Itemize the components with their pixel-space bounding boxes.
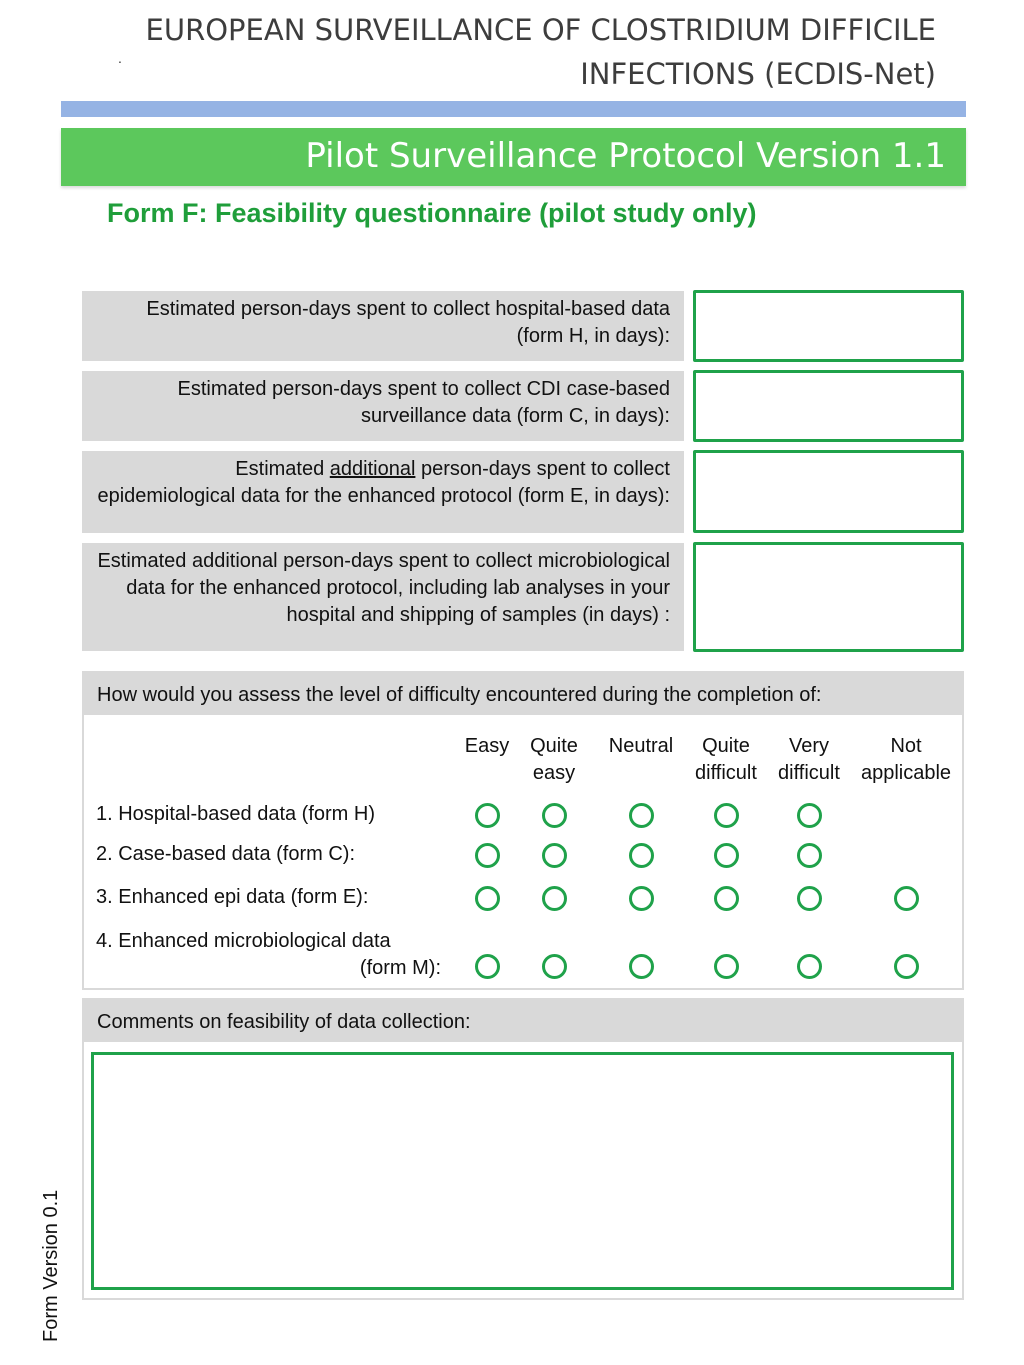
document-title-line2: INFECTIONS (ECDIS-Net) xyxy=(580,57,936,91)
comments-label: Comments on feasibility of data collection: xyxy=(84,1000,962,1042)
header-dot: . xyxy=(118,50,122,66)
difficulty-radio-row2-col3[interactable] xyxy=(629,843,654,868)
difficulty-radio-row4-col6[interactable] xyxy=(894,954,919,979)
estimate-input-form-m[interactable] xyxy=(693,542,964,652)
difficulty-radio-row3-col6[interactable] xyxy=(894,886,919,911)
estimate-input-form-e[interactable] xyxy=(693,450,964,533)
difficulty-radio-row1-col4[interactable] xyxy=(714,803,739,828)
column-header-line1: Neutral xyxy=(608,735,674,757)
difficulty-row-label-4 xyxy=(96,928,441,982)
document-title-line1: EUROPEAN SURVEILLANCE OF CLOSTRIDIUM DIFFICILE xyxy=(145,13,936,47)
difficulty-radio-row2-col5[interactable] xyxy=(797,843,822,868)
difficulty-radio-row1-col3[interactable] xyxy=(629,803,654,828)
estimate-label-form-m: Estimated additional person-days spent to collect microbiological data for the enhanced protocol, including lab analyses in your hospital and shipping of samples (in days) : xyxy=(82,543,684,651)
difficulty-radio-row1-col1[interactable] xyxy=(475,803,500,828)
difficulty-radio-row3-col4[interactable] xyxy=(714,886,739,911)
difficulty-row-label-3: 3. Enhanced epi data (form E): xyxy=(96,886,369,908)
comments-textarea[interactable] xyxy=(91,1052,954,1290)
difficulty-radio-row1-col2[interactable] xyxy=(542,803,567,828)
column-header-2 xyxy=(596,733,686,760)
estimate-label-form-e-underlined: additional xyxy=(329,458,416,480)
column-header-line2: applicable xyxy=(860,762,952,784)
column-header-4 xyxy=(764,733,854,787)
estimate-label-form-e-post: person-days spent to collect epidemiological data for the enhanced protocol (form E, in days): xyxy=(97,458,670,507)
difficulty-radio-row4-col3[interactable] xyxy=(629,954,654,979)
column-header-line2: difficult xyxy=(695,762,757,784)
estimate-input-form-c[interactable] xyxy=(693,370,964,442)
estimate-label-form-e xyxy=(82,451,684,533)
column-header-line1: Quite xyxy=(702,735,750,757)
estimate-label-form-e-pre: Estimated xyxy=(235,458,330,480)
difficulty-radio-row2-col2[interactable] xyxy=(542,843,567,868)
difficulty-radio-row4-col2[interactable] xyxy=(542,954,567,979)
difficulty-radio-row3-col1[interactable] xyxy=(475,886,500,911)
column-header-line1: Quite xyxy=(530,735,578,757)
estimate-label-form-c: Estimated person-days spent to collect CDI case-based surveillance data (form C, in days): xyxy=(82,371,684,441)
difficulty-radio-row2-col4[interactable] xyxy=(714,843,739,868)
column-header-line2: easy xyxy=(532,762,576,784)
column-header-line1: Very xyxy=(788,735,830,757)
difficulty-radio-row4-col1[interactable] xyxy=(475,954,500,979)
difficulty-radio-row3-col5[interactable] xyxy=(797,886,822,911)
column-header-line2: difficult xyxy=(778,762,840,784)
protocol-banner xyxy=(61,128,966,186)
difficulty-radio-row4-col5[interactable] xyxy=(797,954,822,979)
column-header-3 xyxy=(681,733,771,787)
estimate-label-form-h: Estimated person-days spent to collect hospital-based data (form H, in days): xyxy=(82,291,684,361)
column-header-line1: Easy xyxy=(464,735,510,757)
protocol-version: Pilot Surveillance Protocol Version 1.1 xyxy=(305,136,946,176)
difficulty-question: How would you assess the level of difficulty encountered during the completion of: xyxy=(84,673,962,715)
form-version: Form Version 0.1 xyxy=(40,1189,62,1342)
document-title xyxy=(56,8,936,96)
difficulty-radio-row2-col1[interactable] xyxy=(475,843,500,868)
estimate-input-form-h[interactable] xyxy=(693,290,964,362)
column-header-line1: Not xyxy=(890,735,922,757)
difficulty-row-label-2: 2. Case-based data (form C): xyxy=(96,843,355,865)
column-header-1 xyxy=(509,733,599,787)
difficulty-radio-row4-col4[interactable] xyxy=(714,954,739,979)
difficulty-radio-row1-col5[interactable] xyxy=(797,803,822,828)
difficulty-row-label-4-line2: (form M): xyxy=(359,957,441,979)
form-title: Form F: Feasibility questionnaire (pilot study only) xyxy=(107,198,757,228)
difficulty-row-label-1: 1. Hospital-based data (form H) xyxy=(96,803,376,825)
column-header-5 xyxy=(851,733,961,787)
header-divider-bar xyxy=(61,101,966,117)
difficulty-row-label-4-line1: 4. Enhanced microbiological data xyxy=(96,930,391,952)
difficulty-radio-row3-col3[interactable] xyxy=(629,886,654,911)
difficulty-radio-row3-col2[interactable] xyxy=(542,886,567,911)
